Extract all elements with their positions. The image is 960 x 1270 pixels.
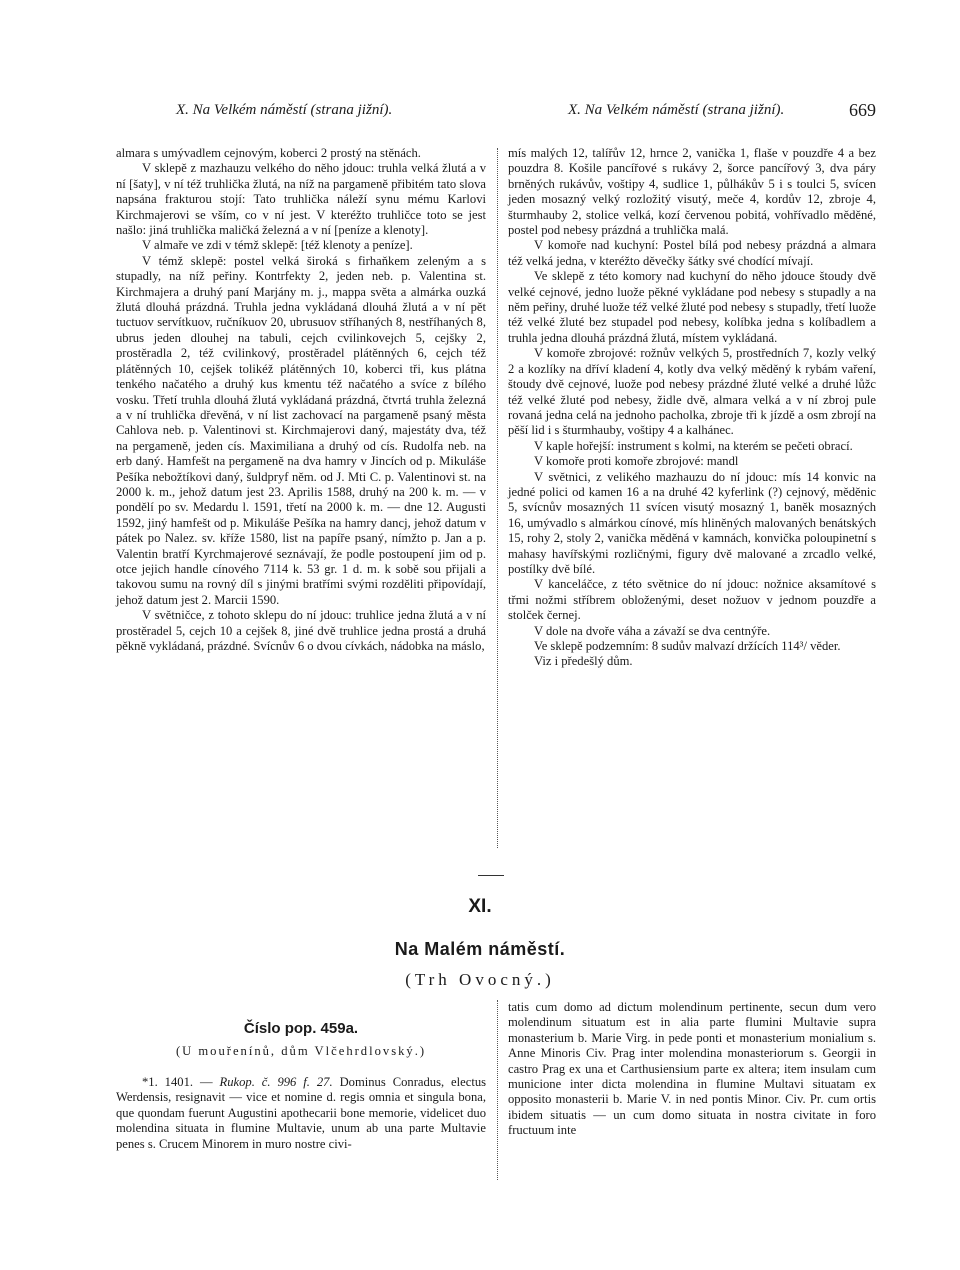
paragraph: V komoře nad kuchyní: Postel bílá pod nebesy prázdná a almara též velká jedna, v kteréžto děvečky šátky své chodící mívají. (508, 238, 876, 268)
paragraph: mís malých 12, talířův 12, hrnce 2, vanička 1, flaše v pouzdře 4 a bez pouzdra 8. Košile pancířové s rukávy 2, šorce pancířový 3, dva páry brněných rukávův, voštipy 4, sudlice 1, půlhákův 5 i s toulci 5, svícen jeden mosazný velký rozložitý visutý, meče 4, kordův 12, zbroje 4, šturmhauby 2, stolice velká, kozí červenou pobitá, vohřívadlo měděné, postel pod nebesy prázdná a truhlička malá. (508, 146, 876, 238)
paragraph: V almaře ve zdi v témž sklepě: [též klenoty a peníze]. (142, 238, 413, 253)
paragraph: Viz i předešlý dům. (534, 654, 633, 669)
section-subtitle: (Trh Ovocný.) (405, 970, 555, 989)
paragraph: V komoře zbrojové: rožnův velkých 5, prostředních 7, kozly velký 2 a kozlíky na dříví kladení 4, kotly dva velký měděný k rybám vaření, štoudy dvě cejnové, luože pod nebesy prázdné žluté velké a druhé lůžc též velké žluté pod nebesy, židle dvě, almara velká a v ní zbroj pule rovaná jedna celá na jednoho pacholka, zbroje tři k jízdě a osm zbrojí na pěší lid i s šturmhauby, voštipy 4 a kalhánec. (508, 346, 876, 438)
paragraph: V sklepě z mazhauzu velkého do něho jdouc: truhla velká žlutá a v ní [šaty], v ní též truhlička žlutá, na níž na pargameně přibitém tato slova napsána frakturou stojí: Tato truhlička náleží synu mému Karlovi Kirchmajerovi se vším, co v ní jest. V kteréžto truhličce toto se jest našlo: jiná truhlička maličká železná a v ní [peníze a klenoty]. (116, 161, 486, 238)
entry-text: Dominus Conradus, electus Werdensis, resignavit — vice et nomine d. regis omnia et singula bona, que quondam fuerunt Augustini apothecarii bone memorie, videlicet duo molendina situata in flumine Multavie, unum ab una parte Multavie penes s. Crucem Minorem in muro nostre civi- (116, 1075, 487, 1151)
paragraph: Ve sklepě podzemním: 8 sudův malvazí držících 114³/ věder. (534, 639, 841, 653)
section-number: XI. (468, 896, 492, 917)
entry-continuation: tatis cum domo ad dictum molendinum pertinente, secun dum vero molendinum situatum est in alia parte flumini Multavie supra monasterium b. Marie Virg. in pede ponti et monasterium monialium s. Anne Minoris Civ. Prag inter molendina monasteriorum s. Georgii in castro Prag ex una et Carthusiensium parte ex altera; item insulam cum municione inter dicta molendina in flumine Multavi situatam ex opposito monasterii b. Marie V. in ned pontis Minor. Civ. Pr. cum ortis ibidem situatis — un cum domo situata in nostra civitate in foro fructuum inte (508, 1000, 876, 1138)
page-number: 669 (849, 100, 876, 120)
header-left: X. Na Velkém náměstí (strana jižní). (176, 102, 393, 118)
running-header (116, 102, 876, 126)
paragraph: almara s umývadlem cejnovým, koberci 2 prostý na stěnách. (116, 146, 421, 160)
entry-right (508, 1000, 876, 1139)
entry-source: Rukop. č. 996 f. 27. (219, 1075, 333, 1089)
section-title: Na Malém náměstí. (394, 939, 566, 959)
paragraph: V světnici, z velikého mazhauzu do ní jdouc: mís 14 konvic na jedné polici od kamen 16 a na druhé 42 kyferlink (?) cejnový, měděnic 5, svícnův mosazných 11 svícen visutý mosazný 1, baněk mosazných 16, umývadlo s almárkou cínové, mís hliněných malovaných benátských 15, rohy 2, stoly 2, vanička měděná v kamnách, konvička poloupinetní s mahasy havířskými rozličnými, figury dvě malované a zrcadlo velké, postílky dvě bílé. (508, 469, 876, 576)
header-right: X. Na Velkém náměstí (strana jižní). (568, 102, 785, 118)
paragraph: V dole na dvoře váha a závaží se dva centnýře. (534, 623, 771, 638)
entry-paragraph: *1. 1401. — Rukop. č. 996 f. 27. Dominus Conradus, electus Werdensis, resignavit — vice et nomine d. regis omnia et singula bona, que quondam fuerunt Augustini apothecarii bone memorie, videlicet duo molendina situata in flumine Multavie, unum ab una parte Multavie penes s. Crucem Minorem in muro nostre civi- (116, 1075, 487, 1151)
paragraph: V světničce, z tohoto sklepu do ní jdouc: truhlice jedna žlutá a v ní prostěradel 5, cejch 10 a cejšek 8, jiné dvě truhlice jedna prostá a druhá pěkně vykládaná, prázdné. Svícnův 6 o dvou cívkách, nádobka na máslo, (116, 608, 486, 653)
section-divider (478, 875, 504, 876)
paragraph: V komoře proti komoře zbrojové: mandl (534, 454, 739, 469)
column-divider (497, 1000, 498, 1180)
house-name: (U mouřenínů, dům Vlčehrdlovský.) (175, 1044, 427, 1058)
right-column (508, 146, 876, 670)
house-number: Číslo pop. 459a. (243, 1020, 359, 1037)
entry-left (116, 1075, 486, 1152)
paragraph: V kaple hořejší: instrument s kolmi, na kterém se pečeti obrací. (534, 438, 853, 453)
left-column (116, 146, 486, 654)
paragraph: V témž sklepě: postel velká široká s firhaňkem zeleným a s stupadly, na níž peřiny. Kontrfekty 2, jeden neb. p. Valentina st. Kirchmajera a druhý paní Marjány m. j., mappa světa a almárka ouzká žlutá dlouhá prázdná. Truhla jedna vykládaná dlouhá žlutá a v ní pět tuctuov servítkuov, ručníkuov 20, ubrusuov stříhaných 8, nestříhaných 8, ubrus jeden dlouhej na tabuli, cejch cvilinkovejch 5, cejšky 2, prostěradla 2, též cvilinkový, prostěradel plátěnných 6, cejch též plátěnných 10, cejšek tolikéž plátěnných 10, koberci tři, kus plátna tenkého načatého a druhý kus kmentu též načatého a svíce z bílého vosku. Třetí truhla dlouhá žlutá vykládaná prázdná, čtvrtá truhla železná a v ní truhlička dřevěná, v ní list zachovací na pargameně psaný města Cahlova neb. p. Valentinovi st. Kirchmajerovi daný, majestáty dva, též na pergameně, jeden cís. Maximiliana a druhý od cís. Rudolfa neb. na erb daný. Hamfešt na pergameně na dva hamry v Jincích od p. Mikuláše Pešíka nebožtíkovi daný, šuldpryf něm. od J. Mti C. p. Valentinovi st. na 2000 k. m., jehož datum jest 23. Aprilis 1588, druhý na 200 k. m. — v pondělí po sv. Medardu l. 1591, třetí na 2000 k. m. — dne 12. Augusti 1592, jiný hamfešt od p. Mikuláše Pešíka na hamry dancj, jehož datum v pátek po Nalez. sv. kříže 1580, list na papíře psaný, nímžto p. Jan a p. Valentin bratří Kyrchmajerové seznávají, že podle postoupení jim od p. otce jejich handle cínového 7114 k. 53 gr. 1 d. m. k sobě sou přijali a takovou sumu na rovný díl s jinými bratřími svými rozděliti připovídají, jehož datum jest 2. Marcii 1590. (116, 253, 486, 607)
column-divider (497, 148, 498, 848)
paragraph: V kanceláčce, z této světnice do ní jdouc: nožnice aksamítové s třmi nožmi stříbrem obloženými, deset nožuov v jednom pouzdře a stolček černej. (508, 577, 876, 623)
paragraph: Ve sklepě z této komory nad kuchyní do něho jdouce štoudy dvě velké cejnové, jedno luože pěkné vykládane pod nebesy s stupadly a na něm peřiny, druhé luože též velké žluté pod nebesy s stupadly, třetí luože též velké žluté bez stupadel pod nebesy, kolíbka jedna s kolíbadlem a truhla jedna dlouhá prázdná žlutá, místem vykládaná. (508, 269, 876, 345)
entry-index: *1. 1401. (142, 1075, 194, 1089)
